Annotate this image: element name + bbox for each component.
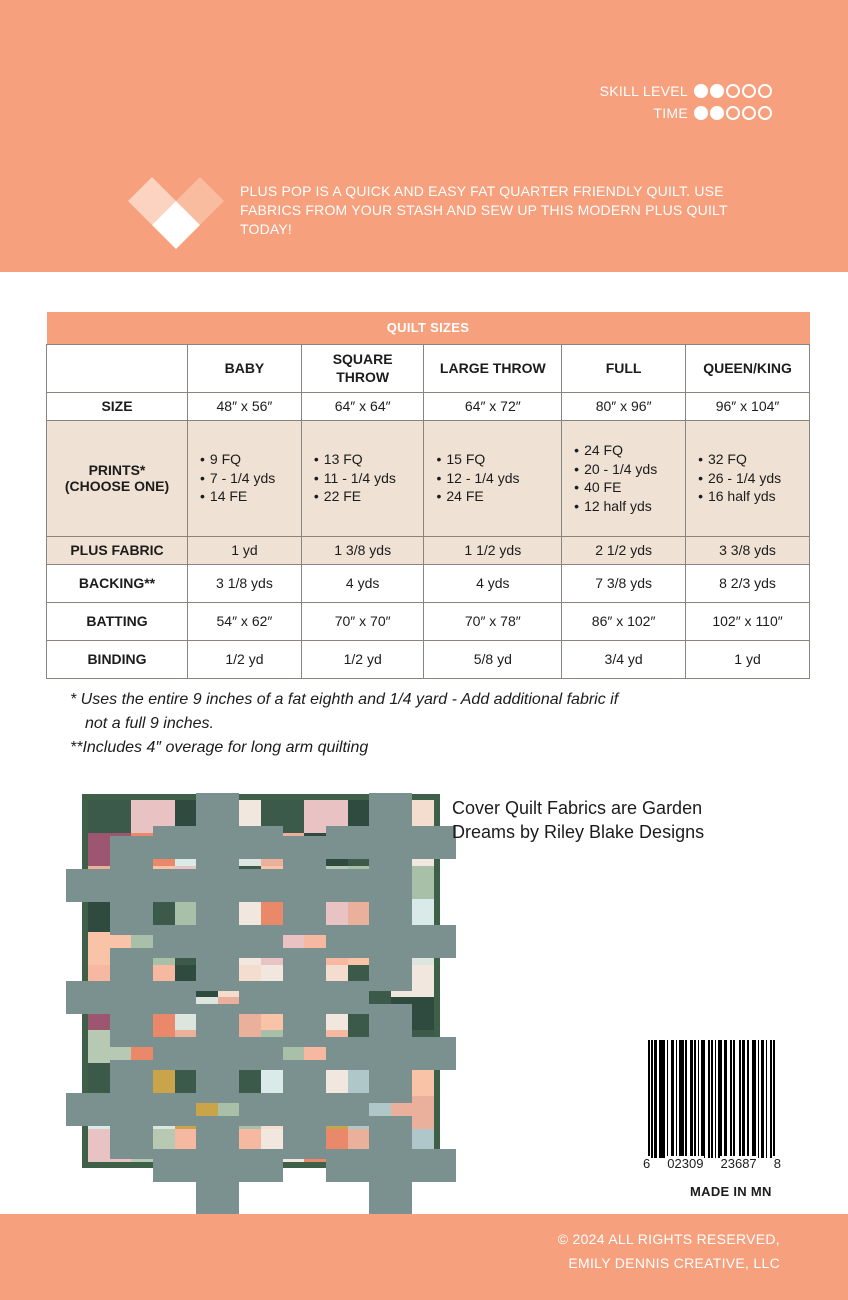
filled-circle-icon <box>710 106 724 120</box>
table-cell: 48″ x 56″ <box>188 392 302 420</box>
copyright-line: © 2024 ALL RIGHTS RESERVED, <box>557 1231 780 1247</box>
table-cell: 1/2 yd <box>301 640 424 678</box>
table-cell: 1 1/2 yds <box>424 536 562 564</box>
filled-circle-icon <box>710 84 724 98</box>
plus-shape <box>196 1004 239 1103</box>
list-item: • 24 FE <box>436 487 561 506</box>
plus-shape <box>196 1116 239 1215</box>
column-header-baby: BABY <box>188 344 302 392</box>
quilt-patchwork <box>88 800 434 1162</box>
table-cell: 1 yd <box>686 640 810 678</box>
barcode-digit: 02309 <box>667 1156 704 1171</box>
table-cell: 70″ x 78″ <box>424 602 562 640</box>
heart-diamond-logo-icon <box>128 177 224 249</box>
list-item: • 12 - 1/4 yds <box>436 469 561 488</box>
row-label: BINDING <box>47 640 188 678</box>
filled-circle-icon <box>694 106 708 120</box>
plus-shape <box>283 948 326 1047</box>
bullet-list <box>424 450 561 506</box>
list-item: • 20 - 1/4 yds <box>574 460 685 479</box>
table-row-size <box>47 392 810 420</box>
pattern-tagline: PLUS POP IS A QUICK AND EASY FAT QUARTER FRIENDLY QUILT. USE FABRICS FROM YOUR STASH AND SEW UP THIS MODERN PLUS QUILT TODAY! <box>240 183 728 237</box>
header-line: THROW <box>336 369 390 385</box>
table-cell <box>424 420 562 536</box>
list-item: • 32 FQ <box>698 450 809 469</box>
table-cell: 1 3/8 yds <box>301 536 424 564</box>
table-cell: 2 1/2 yds <box>562 536 686 564</box>
footnotes <box>70 688 618 760</box>
footnote-backing: **Includes 4″ overage for long arm quilting <box>70 739 369 756</box>
list-item: • 11 - 1/4 yds <box>314 469 424 488</box>
table-cell: 3 1/8 yds <box>188 564 302 602</box>
quilt-sizes-table <box>46 312 810 679</box>
list-item: • 15 FQ <box>436 450 561 469</box>
list-item: • 40 FE <box>574 478 685 497</box>
row-label: BATTING <box>47 602 188 640</box>
skill-level-rating <box>600 80 772 102</box>
table-cell: 80″ x 96″ <box>562 392 686 420</box>
plus-shape <box>110 1060 153 1159</box>
table-row-prints <box>47 420 810 536</box>
list-item: • 14 FE <box>200 487 301 506</box>
fabric-patch <box>88 800 131 833</box>
copyright-line: EMILY DENNIS CREATIVE, LLC <box>568 1255 780 1271</box>
table-cell: 3/4 yd <box>562 640 686 678</box>
time-rating <box>600 102 772 124</box>
header-line: SQUARE <box>332 351 393 367</box>
bullet-list <box>188 450 301 506</box>
ratings <box>600 80 772 124</box>
row-label <box>47 420 188 536</box>
time-dots <box>694 106 772 120</box>
table-cell: 70″ x 70″ <box>301 602 424 640</box>
empty-circle-icon <box>758 84 772 98</box>
barcode-digit: 8 <box>773 1156 781 1171</box>
copyright <box>558 1227 780 1275</box>
label-line: PRINTS* <box>88 462 146 478</box>
list-item: • 26 - 1/4 yds <box>698 469 809 488</box>
time-label: TIME <box>653 105 688 121</box>
table-cell <box>188 420 302 536</box>
empty-circle-icon <box>742 106 756 120</box>
empty-circle-icon <box>742 84 756 98</box>
column-header-full: FULL <box>562 344 686 392</box>
empty-circle-icon <box>726 106 740 120</box>
empty-circle-icon <box>758 106 772 120</box>
barcode-digits <box>642 1156 782 1171</box>
table-cell <box>301 420 424 536</box>
label-line: (CHOOSE ONE) <box>64 478 170 494</box>
skill-level-label: SKILL LEVEL <box>599 83 688 99</box>
table-cell: 7 3/8 yds <box>562 564 686 602</box>
barcode-bar <box>773 1040 775 1158</box>
filled-circle-icon <box>694 84 708 98</box>
bullet-list <box>562 441 685 515</box>
table-row-plus-fabric <box>47 536 810 564</box>
bullet-list <box>302 450 424 506</box>
list-item: • 13 FQ <box>314 450 424 469</box>
column-header-queen-king: QUEEN/KING <box>686 344 810 392</box>
table-cell: 64″ x 72″ <box>424 392 562 420</box>
list-item: • 16 half yds <box>698 487 809 506</box>
table-header-row <box>47 344 810 392</box>
made-in-label: MADE IN MN <box>690 1184 772 1199</box>
footnote-prints: * Uses the entire 9 inches of a fat eighth and 1/4 yard - Add additional fabric if <box>70 691 619 708</box>
plus-shape <box>369 1004 412 1103</box>
cover-quilt-image <box>82 794 440 1168</box>
list-item: • 12 half yds <box>574 497 685 516</box>
fabric-credit: Cover Quilt Fabrics are Garden Dreams by Riley Blake Designs <box>452 798 705 842</box>
table-row-backing <box>47 564 810 602</box>
table-cell: 86″ x 102″ <box>562 602 686 640</box>
plus-shape <box>369 1116 412 1215</box>
plus-shape <box>283 836 326 935</box>
plus-shape <box>196 892 239 991</box>
row-label: BACKING** <box>47 564 188 602</box>
table-cell <box>562 420 686 536</box>
list-item: • 7 - 1/4 yds <box>200 469 301 488</box>
table-cell: 4 yds <box>301 564 424 602</box>
empty-header-cell <box>47 344 188 392</box>
row-label: PLUS FABRIC <box>47 536 188 564</box>
table-row-batting <box>47 602 810 640</box>
list-item: • 9 FQ <box>200 450 301 469</box>
barcode-digit: 23687 <box>720 1156 757 1171</box>
table-cell: 1 yd <box>188 536 302 564</box>
list-item: • 22 FE <box>314 487 424 506</box>
table-cell: 54″ x 62″ <box>188 602 302 640</box>
table-cell: 3 3/8 yds <box>686 536 810 564</box>
table-cell: 1/2 yd <box>188 640 302 678</box>
plus-shape <box>110 836 153 935</box>
barcode-digit: 6 <box>643 1156 651 1171</box>
plus-shape <box>369 793 412 892</box>
list-item: • 24 FQ <box>574 441 685 460</box>
row-label: SIZE <box>47 392 188 420</box>
barcode-bars <box>648 1040 778 1158</box>
table-cell: 4 yds <box>424 564 562 602</box>
empty-circle-icon <box>726 84 740 98</box>
skill-level-dots <box>694 84 772 98</box>
table-cell: 5/8 yd <box>424 640 562 678</box>
plus-shape <box>369 892 412 991</box>
column-header-square-throw <box>301 344 424 392</box>
table-row-binding <box>47 640 810 678</box>
plus-shape <box>196 793 239 892</box>
table-cell: 102″ x 110″ <box>686 602 810 640</box>
table-caption: QUILT SIZES <box>47 312 810 344</box>
table-cell: 96″ x 104″ <box>686 392 810 420</box>
footnote-prints-continued: not a full 9 inches. <box>85 715 214 732</box>
table-cell: 64″ x 64″ <box>301 392 424 420</box>
column-header-large-throw: LARGE THROW <box>424 344 562 392</box>
table-cell <box>686 420 810 536</box>
bullet-list <box>686 450 809 506</box>
plus-shape <box>110 948 153 1047</box>
barcode <box>643 1040 781 1171</box>
table-cell: 8 2/3 yds <box>686 564 810 602</box>
plus-shape <box>283 1060 326 1159</box>
